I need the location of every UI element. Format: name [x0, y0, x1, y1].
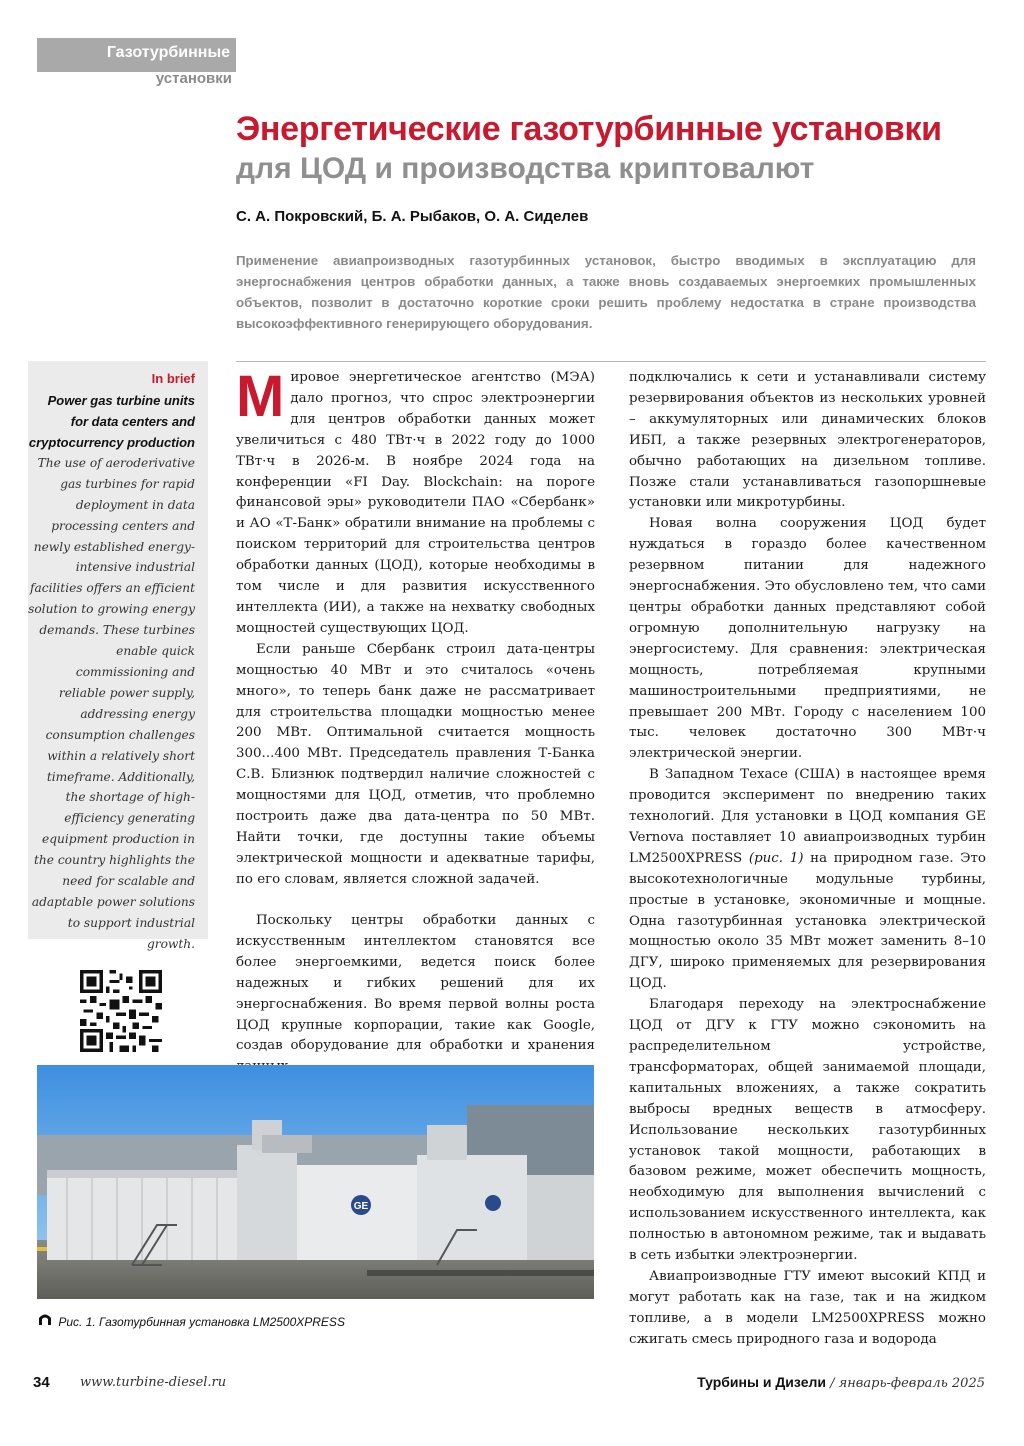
- in-brief-text: The use of aeroderivative gas turbines for rapid deployment in data processing centers and newly established energy-intensive industrial facilities offers an efficient solution to growing energy demands. These turbines enable quick commissioning and reliable power supply, addressing energy consumption challenges within a relatively short timeframe. Additionally, the shortage of high-efficiency generating equipment production in the country highlights the need for scalable and adaptable power solutions to support industrial growth.: [28, 455, 195, 951]
- journal-name: Турбины и Дизели: [697, 1374, 826, 1390]
- paragraph: Авиапроизводные ГТУ имеют высокий КПД и могут работать как на газе, так и на жидком топливе, а в модели LM2500XPRESS можно сжигать смесь природного газа и водорода: [629, 1268, 986, 1347]
- divider: [236, 361, 986, 362]
- body-column-1-lower: [236, 911, 595, 1078]
- figure-caption-text: Рис. 1. Газотурбинная установка LM2500XPRESS: [58, 1315, 345, 1329]
- figure-reference[interactable]: (рис. 1): [748, 850, 804, 866]
- paragraph: Благодаря переходу на электроснабжение ЦОД от ДГУ к ГТУ можно сэкономить на распределительном устройстве, трансформаторах, общей занимаемой площади, капитальных вложениях, а также сократить выбросы вредных веществ в атмосферу. Использование нескольких газотурбинных установок такой мощности, работающих в базовом режиме, может обеспечить мощность, необходимую для выполнения вычислений с использованием искусственного интеллекта, как полностью в автономном режиме, так и выдавать в сеть избытки электроэнергии.: [629, 997, 986, 1264]
- section-tag: [37, 38, 236, 87]
- figure-caption: [37, 1312, 345, 1329]
- issue-date: / январь-февраль 2025: [830, 1376, 985, 1391]
- paragraph: Если раньше Сбербанк строил дата-центры мощностью 40 МВт и это считалось «очень много», то теперь банк даже не рассматривает для строительства площадки мощностью менее 200 МВт. Оптимальной считается мощность 300...400 МВт. Председатель правления Т-Банка С.В. Близнюк подтвердил наличие сложностей с мощностями для ЦОД, отметив, что проблемно построить даже два дата-центра по 50 МВт. Найти точки, где доступны такие объемы электрической мощности и адекватные тарифы, по его словам, является сложной задачей.: [236, 641, 595, 887]
- paragraph: ировое энергетическое агентство (МЭА) дало прогноз, что спрос электроэнергии для центров обработки данных может увеличиться с 480 ТВт·ч в 2022 году до 1000 ТВт·ч в 2026-м. В ноябре 2024 года на конференции «FI Day. Blockchain: на пороге финансовой эры» руководители ПАО «Сбербанк» и АО «Т-Банк» обратили внимание на проблемы с поиском территорий для строительства центров обработки данных (ЦОД), которые необходимы в том числе и для развития искусственного интеллекта (ИИ), а также на нехватку свободных мощностей существующих ЦОД.: [236, 370, 595, 636]
- page-number: 34: [33, 1374, 50, 1391]
- ge-logo: GE: [353, 1201, 369, 1212]
- paragraph: В Западном Техасе (США) в настоящее время проводится эксперимент по внедрению таких технологий. Для установки в ЦОД компания GE Vernova поставляет 10 авиапроизводных турбин LM2500XPRESS (рис. 1) на природном газе. Это высокотехнологичные модульные турбины, простые в установке, экономичные и мощные. Одна газотурбинная установка электрической мощностью около 35 МВт может заменить 8–10 ДГУ, широко применяемых для резервирования ЦОД.: [629, 767, 986, 992]
- in-brief-sidebar: [28, 361, 208, 951]
- article-subtitle: для ЦОД и производства криптовалют: [236, 152, 815, 185]
- footer-url-link[interactable]: www.turbine-diesel.ru: [80, 1375, 227, 1390]
- in-brief-title: Power gas turbine units for data centers and cryptocurrency production: [28, 392, 195, 450]
- turbine-photo: [37, 1065, 594, 1299]
- paragraph: Новая волна сооружения ЦОД будет нуждаться в гораздо более качественном резервном питании для надежного энергоснабжения. Это обусловлено тем, что сами центры обработки данных представляют собой огромную дополнительную нагрузку на энергосистему. Для сравнения: электрическая мощность, потребляемая крупными машиностроительными предприятиями, не превышает 200 МВт. Городу с населением 100 тыс. человек достаточно 300 МВт·ч электрической энергии.: [629, 516, 986, 762]
- in-brief-heading: In brief: [151, 371, 195, 386]
- paragraph: подключались к сети и устанавливали систему резервирования объектов из нескольких уровней – аккумуляторных или динамических блоков ИБП, а также резервных электрогенераторов, обычно работающих на дизельном топливе. Позже стали устанавливаться газопоршневые установки или микротурбины.: [629, 370, 986, 511]
- body-column-2: [629, 368, 986, 1351]
- section-tag-line2: установки: [155, 70, 232, 87]
- drop-cap: М: [236, 364, 285, 429]
- camera-icon: [37, 1312, 55, 1329]
- article-title: Энергетические газотурбинные установки: [236, 110, 942, 148]
- authors: С. А. Покровский, Б. А. Рыбаков, О. А. Сиделев: [236, 208, 589, 225]
- body-column-1: [236, 364, 595, 891]
- footer-journal: [697, 1374, 985, 1391]
- paragraph: Поскольку центры обработки данных с искусственным интеллектом становятся все более энергоемкими, ведется поиск более надежных и гибких решений для их энергоснабжения. Во время первой волны роста ЦОД крупные корпорации, такие как Google, создав оборудование для обработки и хранения: [236, 913, 595, 1054]
- section-tag-line1: Газотурбинные: [106, 44, 230, 61]
- abstract: Применение авиапроизводных газотурбинных установок, быстро вводимых в эксплуатацию для энергоснабжения центров обработки данных, а также вновь создаваемых энергоемких промышленных объектов, позволит в достаточно короткие сроки решить проблему недостатка в стране производства высокоэффективного генерирующего оборудования.: [236, 253, 976, 331]
- qr-code-icon[interactable]: [80, 970, 162, 1052]
